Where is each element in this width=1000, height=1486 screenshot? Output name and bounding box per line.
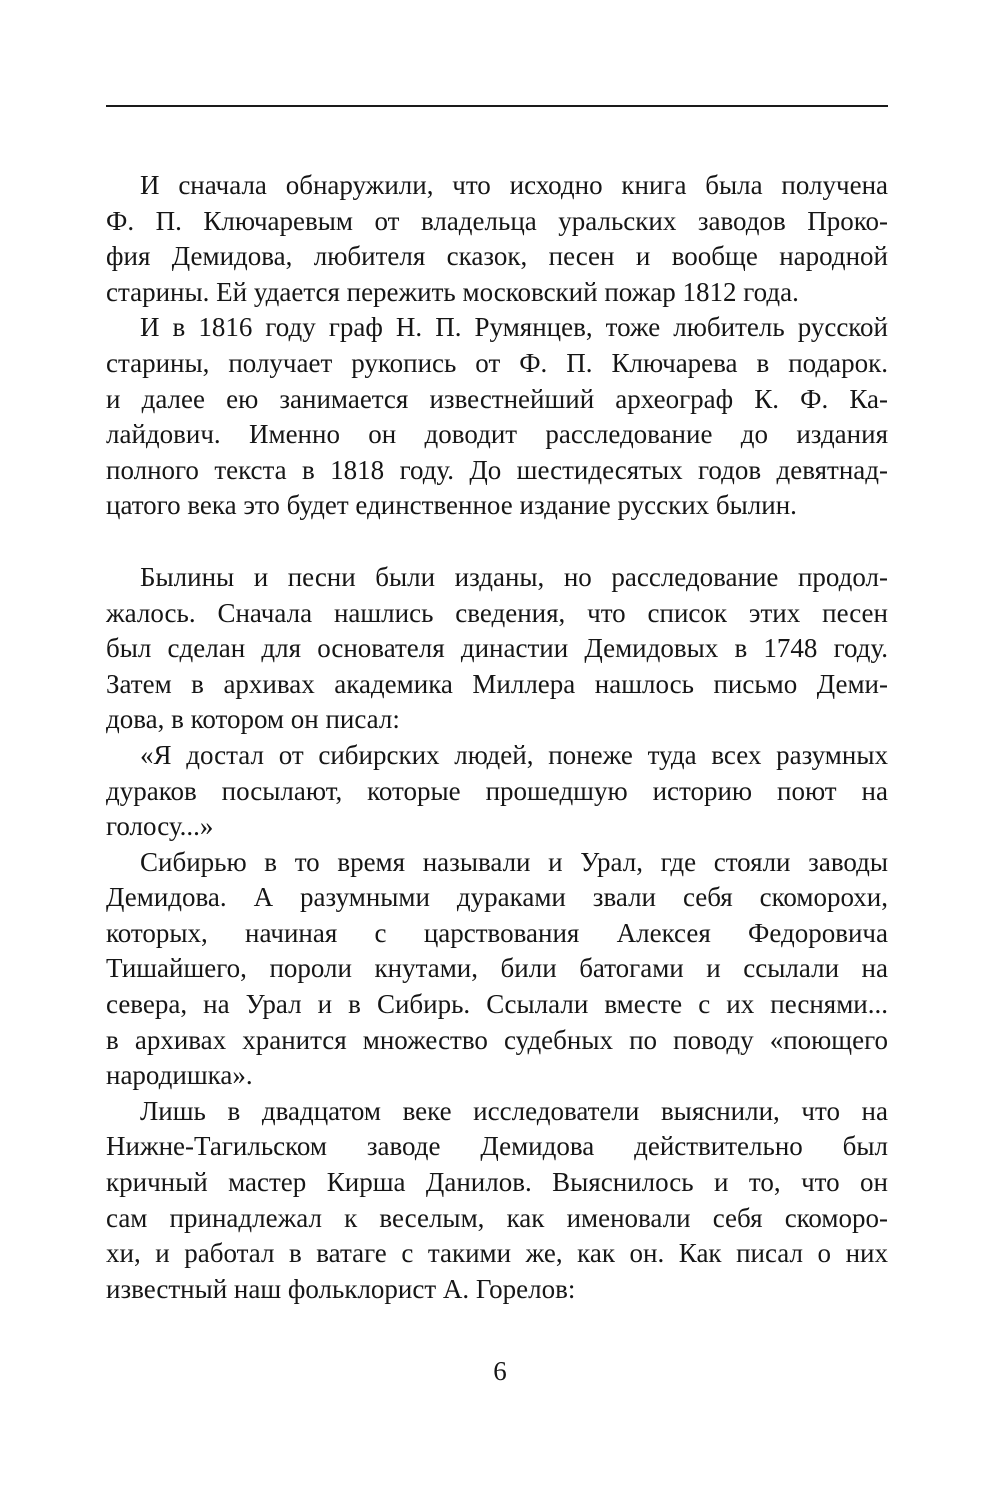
text-line: хи, и работал в ватаге с такими же, как он. Как писал о них [106, 1238, 888, 1269]
text-line: старины, получает рукопись от Ф. П. Ключарева в подарок. [106, 347, 888, 378]
page-number: 6 [493, 1356, 507, 1386]
text-line: голосу...» [106, 811, 214, 842]
text-line: лайдович. Именно он доводит расследование до издания [106, 419, 888, 450]
text-line: «Я достал от сибирских людей, понеже туда всех разумных [140, 739, 888, 770]
text-line: Тишайшего, пороли кнутами, били батогами и ссылали на [106, 953, 888, 984]
body-text [106, 168, 888, 1307]
quote-paragraph [106, 738, 888, 845]
text-line: жалось. Сначала нашлись сведения, что список этих песен [106, 597, 888, 628]
paragraph [106, 1094, 888, 1308]
text-line: известный наш фольклорист А. Горелов: [106, 1273, 576, 1304]
text-line: Ф. П. Ключаревым от владельца уральских заводов Проко- [106, 205, 888, 236]
text-line: кричный мастер Кирша Данилов. Выяснилось и то, что он [106, 1167, 888, 1198]
text-line: Затем в архивах академика Миллера нашлось письмо Деми- [106, 668, 888, 699]
text-line: Сибирью в то время называли и Урал, где стояли заводы [140, 846, 888, 877]
text-line: фия Демидова, любителя сказок, песен и вообще народной [106, 241, 888, 272]
text-line: дова, в котором он писал: [106, 704, 400, 735]
text-line: народишка». [106, 1060, 253, 1091]
text-line: и далее ею занимается известнейший археограф К. Ф. Ка- [106, 383, 888, 414]
text-line: сам принадлежал к веселым, как именовали себя скоморо- [106, 1202, 888, 1233]
text-line: в архивах хранится множество судебных по поводу «поющего [106, 1024, 888, 1055]
header-rule [106, 105, 888, 107]
text-line: старины. Ей удается пережить московский пожар 1812 года. [106, 276, 799, 307]
text-line: цатого века это будет единственное издание русских былин. [106, 490, 797, 521]
text-line: Лишь в двадцатом веке исследователи выяснили, что на [140, 1095, 888, 1126]
text-line: И в 1816 году граф Н. П. Румянцев, тоже любитель русской [140, 312, 888, 343]
text-line: полного текста в 1818 году. До шестидесятых годов девятнад- [106, 454, 888, 485]
text-line: был сделан для основателя династии Демидовых в 1748 году. [106, 633, 888, 664]
text-line: И сначала обнаружили, что исходно книга была получена [140, 170, 888, 200]
paragraph [106, 845, 888, 1094]
paragraph [106, 310, 888, 524]
text-line: Демидова. А разумными дураками звали себя скоморохи, [106, 882, 888, 913]
text-line: Нижне-Тагильском заводе Демидова действительно был [106, 1131, 888, 1162]
text-line: Былины и песни были изданы, но расследование продол- [140, 561, 888, 592]
text-line: севера, на Урал и в Сибирь. Ссылали вместе с их песнями... [106, 989, 888, 1020]
paragraph [106, 168, 888, 310]
text-line: дураков посылают, которые прошедшую историю поют на [106, 775, 888, 806]
section-gap [106, 524, 888, 560]
text-line: которых, начиная с царствования Алексея Федоровича [106, 917, 888, 948]
paragraph [106, 560, 888, 738]
